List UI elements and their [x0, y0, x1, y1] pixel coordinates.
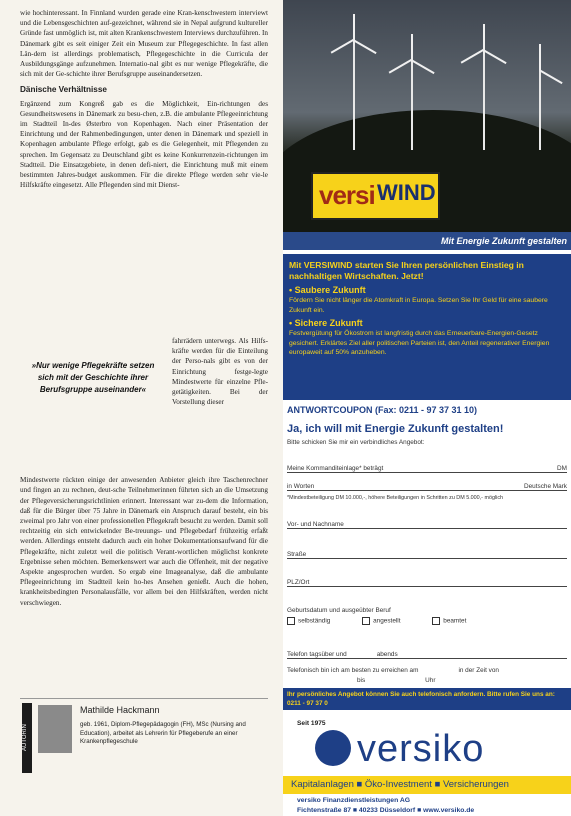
reach-field[interactable]: Telefonisch bin ich am besten zu erreichen am in der Zeit von: [287, 667, 499, 674]
since-label: Seit 1975: [297, 720, 326, 727]
coupon-lead: Bitte schicken Sie mir ein verbindliches Angebot:: [287, 439, 425, 446]
author-photo: [38, 705, 72, 753]
versiko-footer: [283, 716, 571, 816]
amount-note: *Mindestbeteiligung DM 10.000,-, höhere Beteiligungen in Schritten zu DM 5.000,- möglich: [287, 495, 504, 501]
coupon-footer: Ihr persönliches Angebot können Sie auch telefonisch anfordern. Bitte rufen Sie uns an: 0211 - 97 37 0: [283, 688, 571, 710]
phone-field[interactable]: Telefon tagsüber und abends: [287, 651, 567, 659]
ad-intro: Mit VERSIWIND starten Sie Ihren persönlichen Einstieg in nachhaltigen Wirtschaften. Jetzt!: [289, 260, 524, 281]
author-box: [20, 698, 268, 791]
reply-coupon: [283, 405, 571, 685]
checkbox-beamtet[interactable]: [432, 617, 440, 625]
reach-time-field[interactable]: bis Uhr: [357, 677, 436, 684]
section-heading: Dänische Verhältnisse: [20, 85, 107, 95]
versiko-address: versiko Finanzdienstleistungen AG Fichtenstraße 87 ■ 40233 Düsseldorf ■ www.versiko.de: [297, 797, 475, 814]
article-paragraph: wie hochinteressant. In Finnland wurden gerade eine Kran-kenschwestern interviewt und die Lebensgeschichten auf-gezeichnet, während sie in Nepal aufgrund kultureller Gründe fast unmöglich ist, mit alten Krankenschwestern Interviews durchzuführen. In Dänemark gibt es seit einiger Zeit ein Museum zur Pflegegeschichte. In fast allen Län-dern ist allerdings problematisch, Pflegegeschichte in die Curricula der Ausbildungsgänge aufzunehmen. Internatio-nal gibt es nur wenige Pflegekräfte, die sich mit der Ge-schichte ihrer Berufsgruppe auseinandersetzen.: [20, 9, 268, 79]
checkbox-angestellt[interactable]: [362, 617, 370, 625]
article-narrow-column: fahrrädern unterwegs. Als Hilfs-kräfte werden für die Einteilung der Perso-nals gibt es von der Einrichtung festge-legte Mindestwerte für einzelne Pfle-getätigkeiten. Bei der Vorstellung dieser: [172, 337, 268, 407]
point2-title: • Sichere Zukunft: [289, 318, 363, 328]
street-field[interactable]: Straße: [287, 551, 567, 559]
author-tag: AUTORIN: [22, 703, 32, 773]
versiko-logo: versiko: [315, 730, 555, 768]
checkbox-selbstaendig[interactable]: [287, 617, 295, 625]
author-name: Mathilde Hackmann: [80, 705, 160, 715]
words-field[interactable]: in Worten Deutsche Mark: [287, 483, 567, 490]
article-column: [20, 8, 268, 192]
article-column-continued: [20, 468, 268, 615]
advertisement: [283, 0, 571, 816]
slogan-bar: Mit Energie Zukunft gestalten: [283, 232, 571, 250]
coupon-headline: Ja, ich will mit Energie Zukunft gestalten!: [287, 423, 504, 435]
point1-text: Fördern Sie nicht länger die Atomkraft in Europa. Setzen Sie Ihr Geld für eine saubere Zukunft ein.: [289, 297, 548, 314]
author-bio: geb. 1961, Diplom-Pflegepädagogin (FH), MSc (Nursing and Education), arbeitet als Lehrerin für Pflegeberufe an einer Krankenpflegeschule: [80, 721, 246, 745]
point1-title: • Saubere Zukunft: [289, 285, 366, 295]
article-paragraph: Ergänzend zum Kongreß gab es die Möglichkeit, Ein-richtungen des Gesundheitswesens in Dänemark zu besu-chen, z.B. die ambulante Pflegeeinrichtung im Stadtteil In-des Østerbro von Kopenhagen. Nach einer Präsentation der Einrichtung und der Rahmenbedingungen, unter denen in Dänemark und speziell in Kopenhagen ambulante Pflege erfolgt, gab es die Gelegenheit, mit Pflegenden zu sprechen. Im Gegensatz zu Deutschland gibt es keine Konkurrenzein-richtungen im Stadtteil. Die Einsatzgebiete, in denen defi-niert, die Einrichtung muß mit einem bestimmten Jahres-budget auskommen. Für die direkte Pflege werden sehr vie-le Hilfskräfte eingesetzt. Alle Pflegenden sind mit Dienst-: [20, 99, 268, 190]
pull-quote: »Nur wenige Pflegekräfte setzen sich mit der Geschichte ihrer Berufsgruppe auseinander«: [31, 361, 155, 394]
name-field[interactable]: Vor- und Nachname: [287, 521, 567, 529]
amount-field[interactable]: Meine Kommanditeinlage* beträgt DM: [287, 465, 567, 472]
point2-text: Festvergütung für Ökostrom ist langfristig durch das Erneuerbare-Energien-Gesetz gesichert. Erklärtes Ziel aller politischen Parteien ist, den Anteil regenerativer Energien europaweit auf 50% anzuheben.: [289, 330, 550, 356]
tree-icon: [315, 730, 351, 766]
versiwind-logo: versi WIND: [311, 172, 440, 220]
versiko-services: Kapitalanlagen ■ Öko-Investment ■ Versicherungen: [283, 776, 571, 794]
employment-options: selbständig angestellt beamtet: [287, 617, 567, 625]
ad-info-panel: [283, 254, 571, 400]
article-paragraph: Mindestwerte rückten einige der anwesenden Anbieter gleich ihre Taschenrechner und fingen an zu rechnen, deut-sche Teilnehmerinnen führten sich an die Umsetzung der Pflegeversicherungsrichtlinien erinnert. Interessant war zu-dem die Information, daß für die Bürger über 75 Jahre in Dänemark ein Anspruch darauf besteht, ein bis zweimal pro Jahr von einer professionellen Pflegekraft besucht zu werden. Damit soll rechtzeitig ein sich entwickelnder Be-treuungs- und Pflegebedarf frühzeitig erfaßt werden. Allerdings entsteht dadurch auch ein hoher Dokumentationsaufwand für die Pflegekräfte, nicht zuletzt weil die politisch Verant-wortlichen möglichst konkrete Ergebnisse sehen möchten. Bemerkenswert war auch die Offenheit, mit der negative Aspekte angesprochen wurden. So ergab eine Imageanalyse, daß die ambulante Pflegeeinrichtung im Stadtteil kein ho-hes Ansehen genießt. Auch die hohen, krankheitsbedingten Personalausfälle, vor allem bei den Hilfskräften, werden nicht verschwiegen.: [20, 476, 268, 607]
coupon-title: ANTWORTCOUPON (Fax: 0211 - 97 37 31 10): [287, 405, 478, 415]
city-field[interactable]: PLZ/Ort: [287, 579, 567, 587]
job-label: Geburtsdatum und ausgeübter Beruf: [287, 607, 391, 614]
